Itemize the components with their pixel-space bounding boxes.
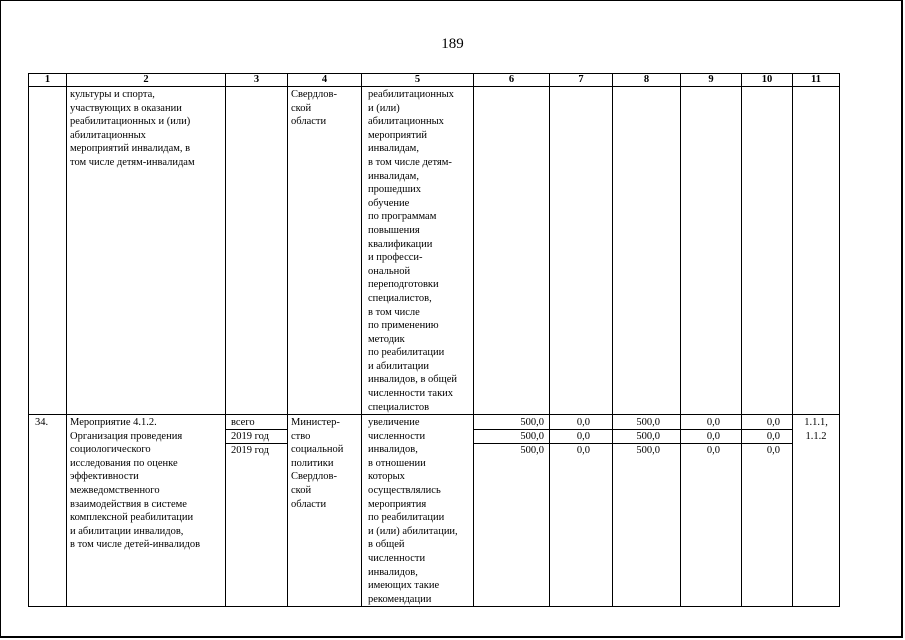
col-line-2 [225, 73, 226, 607]
amount-cell: 0,0 [576, 431, 590, 442]
amount-cell: 500,0 [520, 445, 544, 456]
page-number: 189 [441, 36, 464, 52]
header-cell: 9 [708, 74, 714, 85]
amount-cell: 0,0 [576, 445, 590, 456]
header-cell: 8 [643, 74, 650, 85]
year-cell: 2019 год [231, 431, 269, 442]
header-cell: 7 [578, 74, 584, 85]
col-line-0 [28, 73, 29, 607]
amount-cell: 500,0 [520, 417, 544, 428]
col-line-5 [473, 73, 474, 607]
col-line-1 [66, 73, 67, 607]
amount-cell: 0,0 [576, 417, 590, 428]
col-line-8 [680, 73, 681, 607]
amount-cell: 0,0 [706, 417, 720, 428]
header-cell: 5 [414, 74, 421, 85]
row-number: 34. [35, 417, 49, 428]
amount-cell: 0,0 [706, 431, 720, 442]
target-ref: 1.1.1, [804, 417, 828, 428]
amount-cell: 500,0 [636, 417, 660, 428]
row34-col5-text: увеличение численности инвалидов, в отношении которых осуществлялись мероприятия по реабилитации и (или) абилитации, в общей численности инвалидов, имеющих такие рекомендации [368, 417, 458, 605]
amount-cell: 0,0 [706, 445, 720, 456]
cont-col2-text: культуры и спорта, участвующих в оказании реабилитационных и (или) абилитационных мероприятий инвалидам, в том числе детям-инвалидам [70, 89, 195, 168]
year-cell: всего [231, 417, 255, 428]
col-line-11 [839, 73, 840, 607]
header-cell: 1 [44, 74, 51, 85]
amount-cell: 0,0 [766, 417, 780, 428]
col-line-3 [287, 73, 288, 607]
header-divider [28, 86, 840, 87]
amount-cell: 0,0 [766, 445, 780, 456]
col-line-6 [549, 73, 550, 607]
row34-col2-text: Мероприятие 4.1.2. Организация проведения социологического исследования по оценке эффективности межведомственного взаимодействия в системе комплексной реабилитации и абилитации инвалидов, в том числе детей-инвалидов [70, 417, 201, 551]
amount-cell: 500,0 [636, 431, 660, 442]
cont-col5-text: реабилитационных и (или) абилитационных мероприятий инвалидам, в том числе детям- инвалидам, прошедших обучение по программам повышения квалификации и професси- ональной переподготовки специалистов, в том числе по применению методик по реабилитации и абилитации инвалидов, в общей численности таких специалистов [368, 89, 458, 413]
header-cell: 6 [508, 74, 515, 85]
header-cell: 4 [321, 74, 328, 85]
amount-cell: 500,0 [636, 445, 660, 456]
header-cell: 2 [143, 74, 149, 85]
cont-col4-text: Свердлов- ской области [291, 89, 337, 128]
col-line-4 [361, 73, 362, 607]
header-cell: 3 [253, 74, 260, 85]
header-cell: 10 [761, 74, 773, 85]
target-ref: 1.1.2 [805, 431, 827, 442]
col-line-9 [741, 73, 742, 607]
year-cell: 2019 год [231, 445, 269, 456]
col-line-7 [612, 73, 613, 607]
amount-cell: 0,0 [766, 431, 780, 442]
amount-cell: 500,0 [520, 431, 544, 442]
col-line-10 [792, 73, 793, 607]
row34-col4-text: Министер- ство социальной политики Свердлов- ской области [291, 417, 344, 510]
header-cell: 11 [811, 74, 821, 85]
